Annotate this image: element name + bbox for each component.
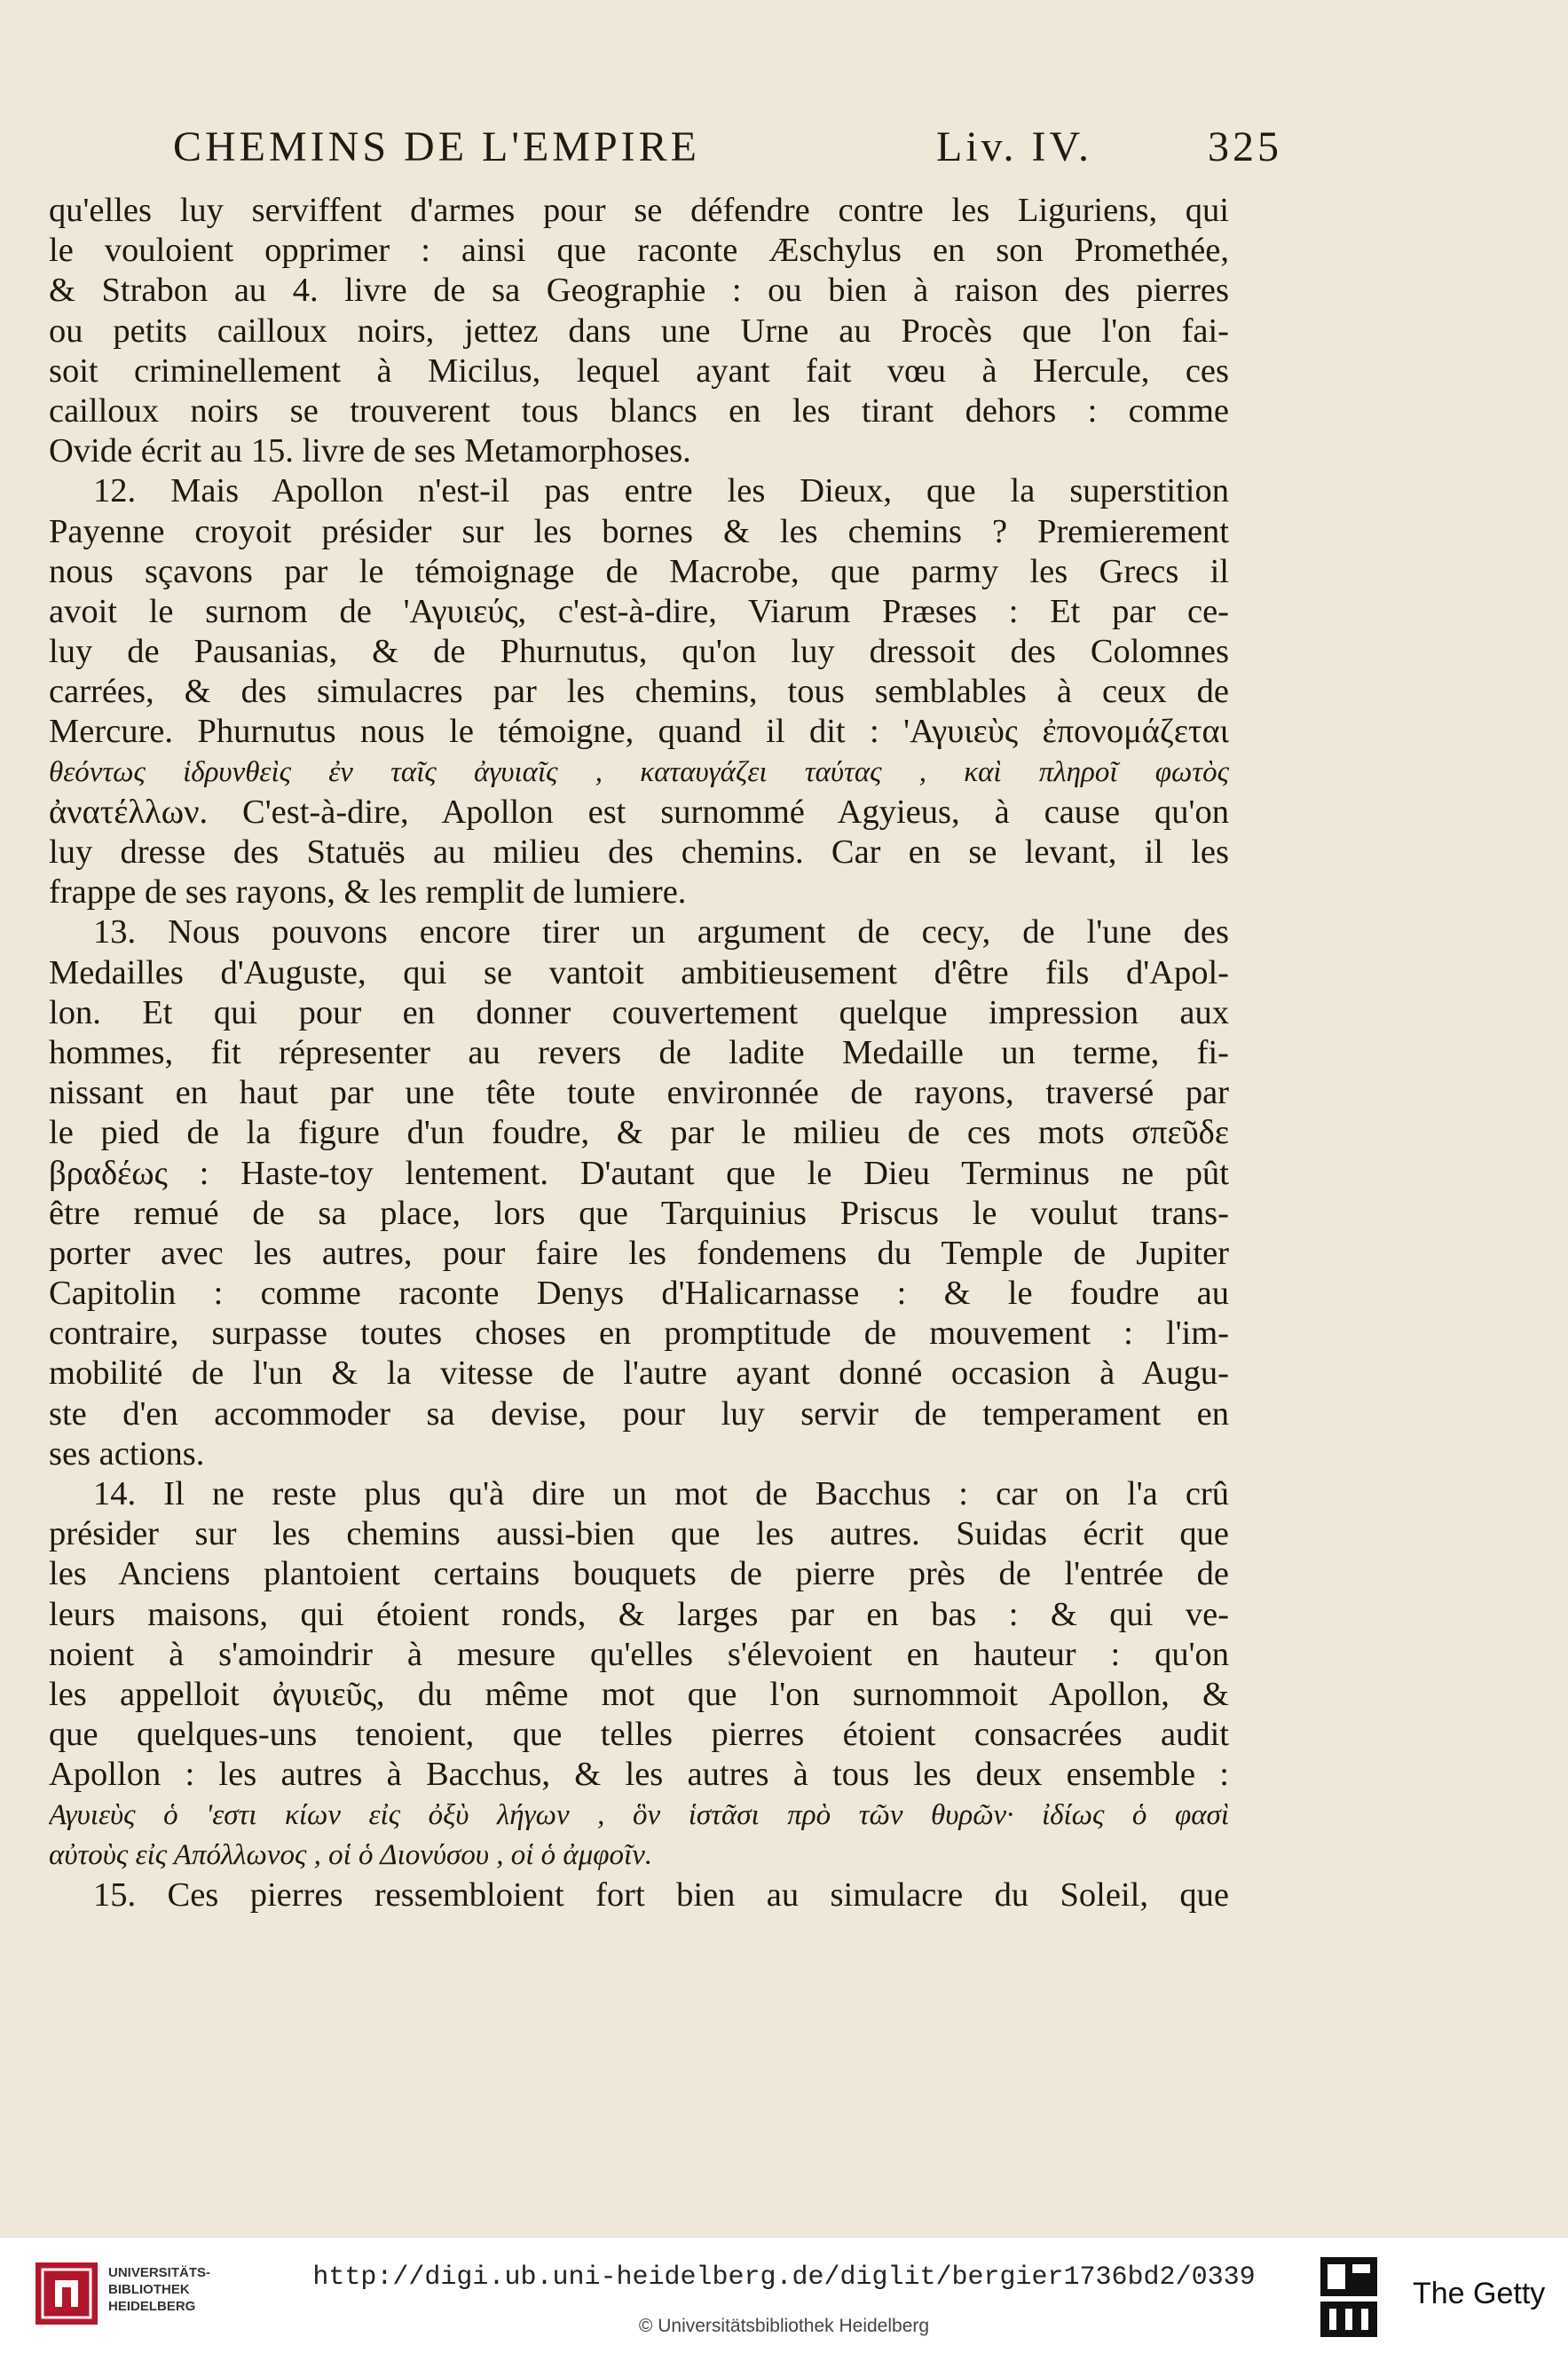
text-line: luy de Pausanias, & de Phurnutus, qu'on luy dressoit des Colomnes [49,633,1229,671]
text-line: avoit le surnom de 'Αγυιεύς, c'est-à-dire, Viarum Præses : Et par ce- [49,592,1229,630]
text-line: ste d'en accommoder sa devise, pour luy servir de temperament en [49,1394,1229,1433]
getty-logo-icon [1320,2257,1377,2337]
text-line: ἀνατέλλων. C'est-à-dire, Apollon est surnommé Agyieus, à cause qu'on [49,793,1229,831]
text-line: Capitolin : comme raconte Denys d'Halicarnasse : & le foudre au [49,1275,1229,1313]
text-line: les appelloit ἀγυιεῦς, du même mot que l'on surnommoit Apollon, & [49,1675,1229,1713]
text-line: hommes, fit répresenter au revers de ladite Medaille un terme, fi- [49,1033,1229,1071]
text-line: cailloux noirs se trouverent tous blancs en les tirant dehors : comme [49,391,1229,430]
text-line: 13. Nous pouvons encore tirer un argument de cecy, de l'une des [93,913,1229,952]
text-line: frappe de ses rayons, & les remplit de lumiere. [49,873,687,912]
institution-line: BIBLIOTHEK [108,2282,190,2297]
institution-line: UNIVERSITÄTS- [108,2265,211,2280]
partner-name: The Getty [1413,2277,1546,2310]
text-line: soit criminellement à Micilus, lequel ayant fait vœu à Hercule, ces [49,351,1229,390]
text-line: luy dresse des Statuës au milieu des chemins. Car en se levant, il les [49,833,1229,871]
text-line: 12. Mais Apollon n'est-il pas entre les Dieux, que la superstition [93,472,1229,510]
text-line: porter avec les autres, pour faire les fondemens du Temple de Jupiter [49,1234,1229,1272]
text-line: qu'elles luy serviffent d'armes pour se défendre contre les Liguriens, qui [49,192,1229,229]
greek-text-line: θεόντως ἱδρυνθεὶς ἐν ταῖς ἀγυιαῖς , καταυγάζει ταύτας , καὶ πληροῖ φωτὸς [49,755,1229,788]
text-line: nissant en haut par une tête toute environnée de rayons, traversé par [49,1074,1229,1112]
text-line: présider sur les chemins aussi-bien que les autres. Suidas écrit que [49,1515,1229,1553]
text-line: que quelques-uns tenoient, que telles pierres étoient consacrées audit [49,1716,1229,1754]
page-number: 325 [1208,123,1282,170]
text-line: Medailles d'Auguste, qui se vantoit ambitieusement d'être fils d'Apol- [49,953,1229,991]
running-header [173,122,1282,176]
text-line: noient à s'amoindrir à mesure qu'elles s'élevoient en hauteur : qu'on [49,1635,1229,1673]
text-line: lon. Et qui pour en donner couvertement quelque impression aux [49,993,1229,1031]
text-line: leurs maisons, qui étoient ronds, & larges par en bas : & qui ve- [49,1595,1229,1633]
greek-text-line: Αγυιεὺς ὁ 'εστι κίων εἰς ὀξὺ λήγων , ὃν ἱστᾶσι πρὸ τῶν θυρῶν· ἰδίως ὁ φασὶ [49,1798,1229,1831]
permalink-url[interactable]: http://digi.ub.uni-heidelberg.de/diglit/bergier1736bd2/0339 [312,2262,1256,2293]
text-line: ses actions. [49,1434,205,1473]
header-title: CHEMINS DE L'EMPIRE [173,123,700,170]
viewer-footer [0,2237,1568,2361]
text-line: les Anciens plantoient certains bouquets de pierre près de l'entrée de [49,1555,1229,1593]
text-line: Apollon : les autres à Bacchus, & les autres à tous les deux ensemble : [49,1756,1229,1794]
page-body [49,191,1229,1915]
text-line: Payenne croyoit présider sur les bornes & les chemins ? Premierement [49,512,1229,550]
text-line: carrées, & des simulacres par les chemins, tous semblables à ceux de [49,673,1229,711]
text-line: & Strabon au 4. livre de sa Geographie : ou bien à raison des pierres [49,272,1229,310]
text-line: mobilité de l'un & la vitesse de l'autre ayant donné occasion à Augu- [49,1354,1229,1393]
header-book: Liv. IV. [936,123,1092,170]
text-line: le pied de la figure d'un foudre, & par le milieu de ces mots σπεῦδε [49,1114,1229,1152]
institution-line: HEIDELBERG [108,2299,196,2314]
text-line: Mercure. Phurnutus nous le témoigne, quand il dit : 'Αγυιεὺς ἐπονομάζεται [49,713,1229,751]
text-line: 14. Il ne reste plus qu'à dire un mot de Bacchus : car on l'a crû [93,1475,1229,1512]
greek-text-line: αὐτοὺς εἰς Απόλλωνος , οἱ ὁ Διονύσου , οἱ ὁ ἀμφοῖν. [49,1838,653,1871]
text-line: contraire, surpasse toutes choses en promptitude de mouvement : l'im- [49,1315,1229,1353]
text-line: le vouloient opprimer : ainsi que raconte Æschylus en son Promethée, [49,232,1229,270]
text-line: 15. Ces pierres ressembloient fort bien au simulacre du Soleil, que [93,1875,1229,1914]
text-line: nous sçavons par le témoignage de Macrobe, que parmy les Grecs il [49,552,1229,590]
copyright-notice: © Universitätsbibliothek Heidelberg [638,2316,930,2336]
text-line: βραδέως : Haste-toy lentement. D'autant que le Dieu Terminus ne pût [49,1154,1229,1192]
text-line: Ovide écrit au 15. livre de ses Metamorphoses. [49,432,691,470]
text-line: ou petits cailloux noirs, jettez dans une Urne au Procès que l'on fai- [49,312,1229,350]
text-line: être remué de sa place, lors que Tarquinius Priscus le voulut trans- [49,1194,1229,1232]
